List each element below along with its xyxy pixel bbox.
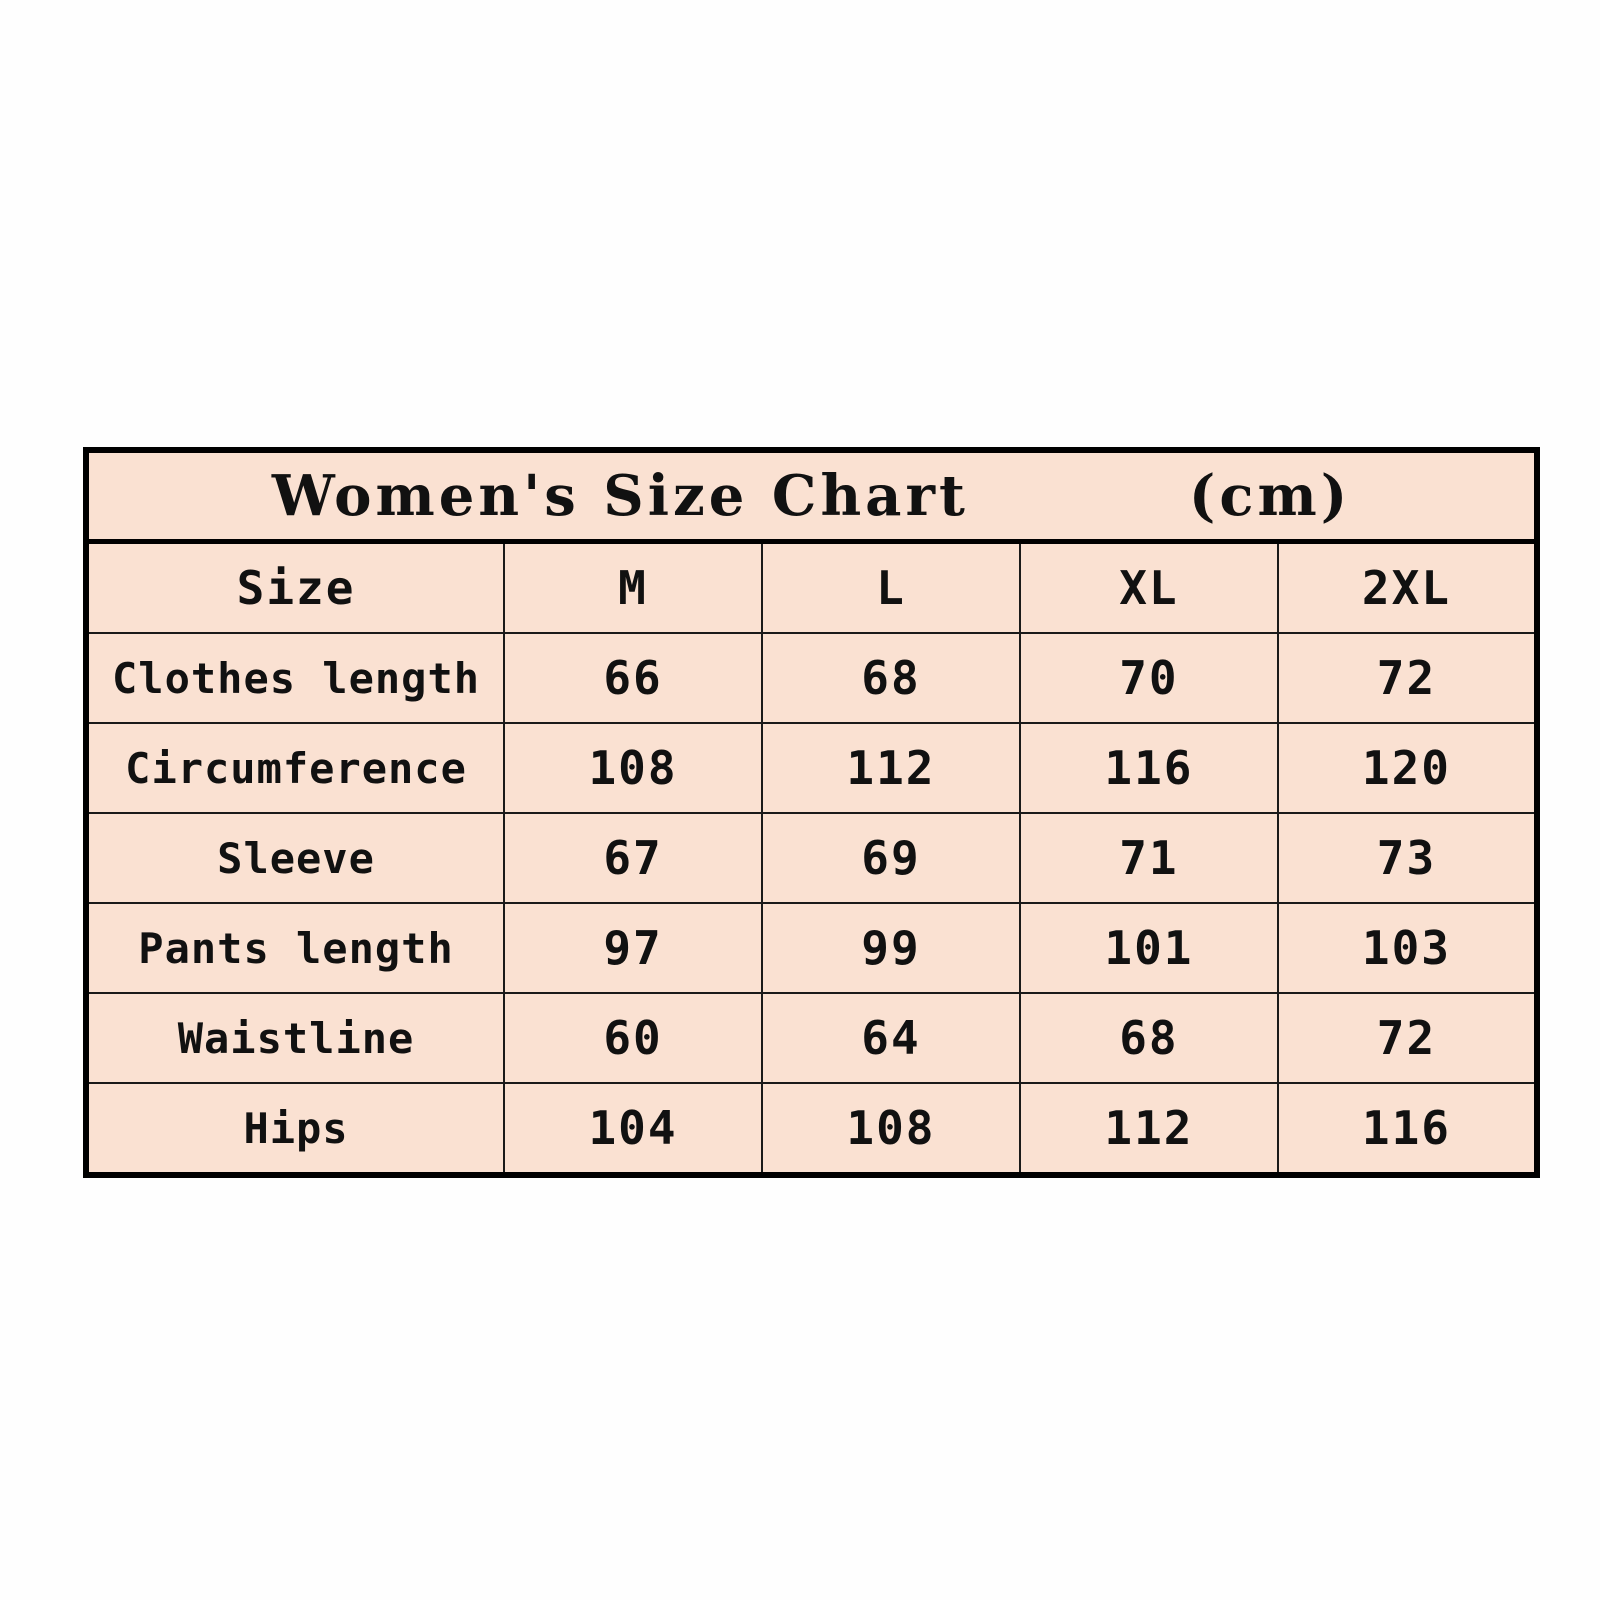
table-row (86, 723, 1537, 813)
header-size-2xl: 2XL (1278, 542, 1537, 634)
value-cell: 97 (504, 903, 762, 993)
row-label: Sleeve (86, 813, 504, 903)
header-size-label: Size (86, 542, 504, 634)
table-row (86, 1083, 1537, 1175)
value-cell: 120 (1278, 723, 1537, 813)
value-cell: 104 (504, 1083, 762, 1175)
value-cell: 108 (504, 723, 762, 813)
row-label: Waistline (86, 993, 504, 1083)
value-cell: 60 (504, 993, 762, 1083)
value-cell: 70 (1020, 633, 1278, 723)
header-size-l: L (762, 542, 1020, 634)
value-cell: 112 (1020, 1083, 1278, 1175)
value-cell: 71 (1020, 813, 1278, 903)
value-cell: 66 (504, 633, 762, 723)
header-size-xl: XL (1020, 542, 1278, 634)
header-row (86, 542, 1537, 634)
value-cell: 108 (762, 1083, 1020, 1175)
value-cell: 99 (762, 903, 1020, 993)
value-cell: 64 (762, 993, 1020, 1083)
table-row (86, 633, 1537, 723)
value-cell: 73 (1278, 813, 1537, 903)
value-cell: 68 (762, 633, 1020, 723)
value-cell: 69 (762, 813, 1020, 903)
value-cell: 103 (1278, 903, 1537, 993)
row-label: Hips (86, 1083, 504, 1175)
row-label: Pants length (86, 903, 504, 993)
value-cell: 116 (1020, 723, 1278, 813)
table-row (86, 813, 1537, 903)
value-cell: 72 (1278, 993, 1537, 1083)
table-row (86, 993, 1537, 1083)
row-label: Clothes length (86, 633, 504, 723)
chart-title-cell (86, 450, 1537, 542)
chart-unit: (cm) (1188, 463, 1352, 529)
value-cell: 67 (504, 813, 762, 903)
value-cell: 116 (1278, 1083, 1537, 1175)
table-row (86, 903, 1537, 993)
chart-title: Women's Size Chart (271, 463, 969, 529)
header-size-m: M (504, 542, 762, 634)
value-cell: 72 (1278, 633, 1537, 723)
row-label: Circumference (86, 723, 504, 813)
title-row (86, 450, 1537, 542)
value-cell: 112 (762, 723, 1020, 813)
size-chart-table (83, 447, 1540, 1178)
value-cell: 68 (1020, 993, 1278, 1083)
value-cell: 101 (1020, 903, 1278, 993)
